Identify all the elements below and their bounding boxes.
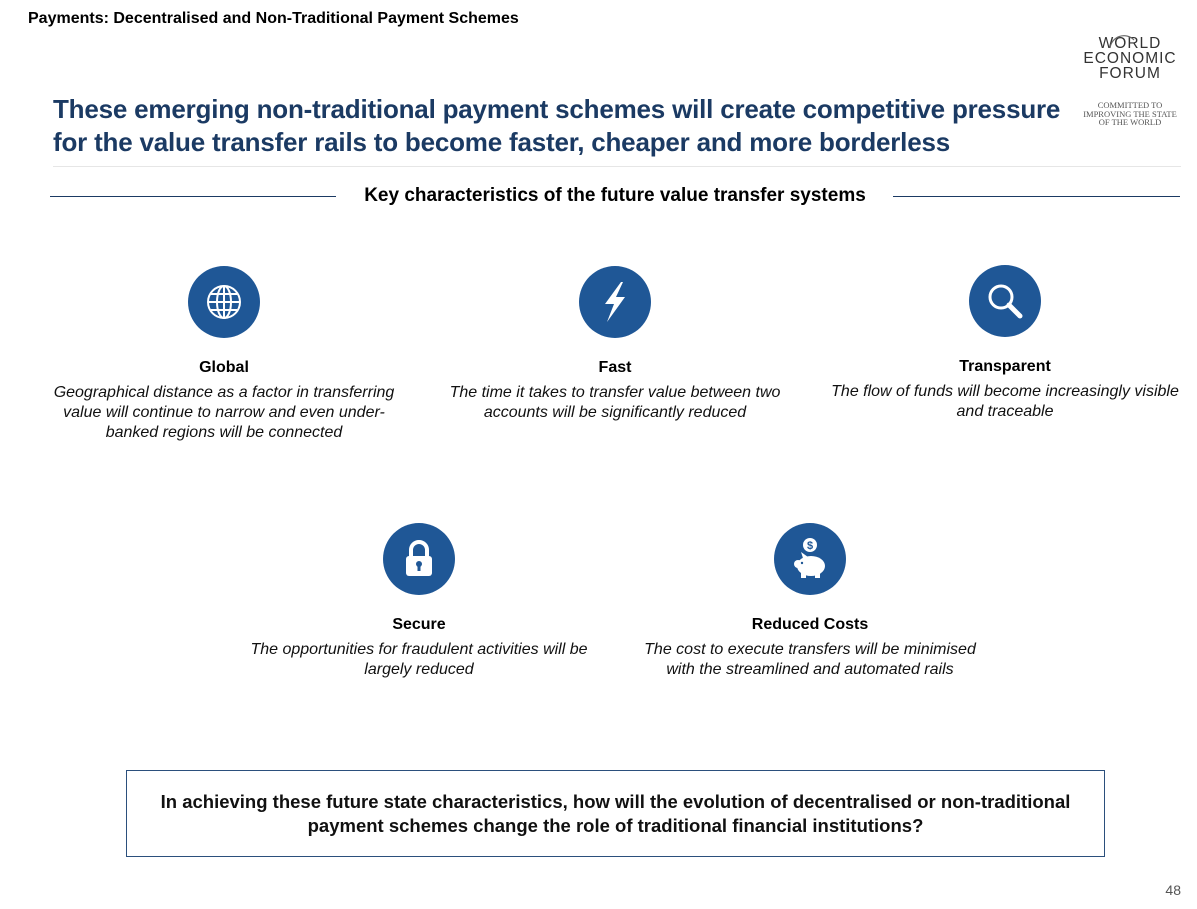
logo-arc-icon — [1080, 34, 1150, 84]
slide-headline: These emerging non-traditional payment schemes will create competitive pressure for the value transfer rails to become faster, cheaper and more borderless — [53, 94, 1061, 157]
question-box — [126, 770, 1105, 857]
feature-title: Reduced Costs — [751, 616, 869, 633]
feature-title: Global — [199, 359, 249, 376]
section-rule-left — [50, 196, 336, 197]
feature-fast — [435, 266, 795, 423]
feature-global — [44, 266, 404, 443]
feature-description: Geographical distance as a factor in transferring value will continue to narrow and even under-banked regions will be connected — [53, 384, 395, 441]
section-rule-right — [893, 196, 1180, 197]
magnifier-icon — [969, 265, 1041, 337]
feature-description: The cost to execute transfers will be minimised with the streamlined and automated rails — [644, 641, 976, 678]
world-economic-forum-logo — [1078, 36, 1188, 146]
logo-tagline-1: COMMITTED TO — [1097, 100, 1163, 110]
svg-text:$: $ — [806, 540, 814, 552]
section-title: Key characteristics of the future value transfer systems — [364, 185, 866, 206]
feature-secure — [239, 523, 599, 680]
logo-tagline-3: OF THE WORLD — [1098, 117, 1162, 127]
piggy-bank-icon — [774, 523, 846, 595]
lightning-bolt-icon — [579, 266, 651, 338]
feature-title: Fast — [598, 359, 632, 376]
feature-description: The time it takes to transfer value between two accounts will be significantly reduced — [449, 384, 781, 421]
feature-transparent — [825, 265, 1185, 422]
page-number: 48 — [1165, 882, 1181, 898]
breadcrumb: Payments: Decentralised and Non-Traditional Payment Schemes — [28, 10, 519, 27]
logo-line-2: ECONOMIC — [1083, 50, 1177, 67]
globe-icon — [188, 266, 260, 338]
logo-line-1: WORLD — [1098, 35, 1162, 52]
feature-reduced-costs — [630, 523, 990, 680]
logo-tagline-2: IMPROVING THE STATE — [1083, 108, 1177, 119]
feature-title: Secure — [392, 616, 446, 633]
logo-line-3: FORUM — [1099, 65, 1161, 82]
feature-title: Transparent — [959, 358, 1051, 375]
padlock-icon — [383, 523, 455, 595]
question-text: In achieving these future state characteristics, how will the evolution of decentralised or non-traditional payment schemes change the role of traditional financial institutions? — [160, 790, 1071, 836]
feature-description: The flow of funds will become increasingly visible and traceable — [831, 383, 1179, 420]
feature-description: The opportunities for fraudulent activities will be largely reduced — [250, 641, 588, 678]
headline-divider — [53, 166, 1181, 167]
